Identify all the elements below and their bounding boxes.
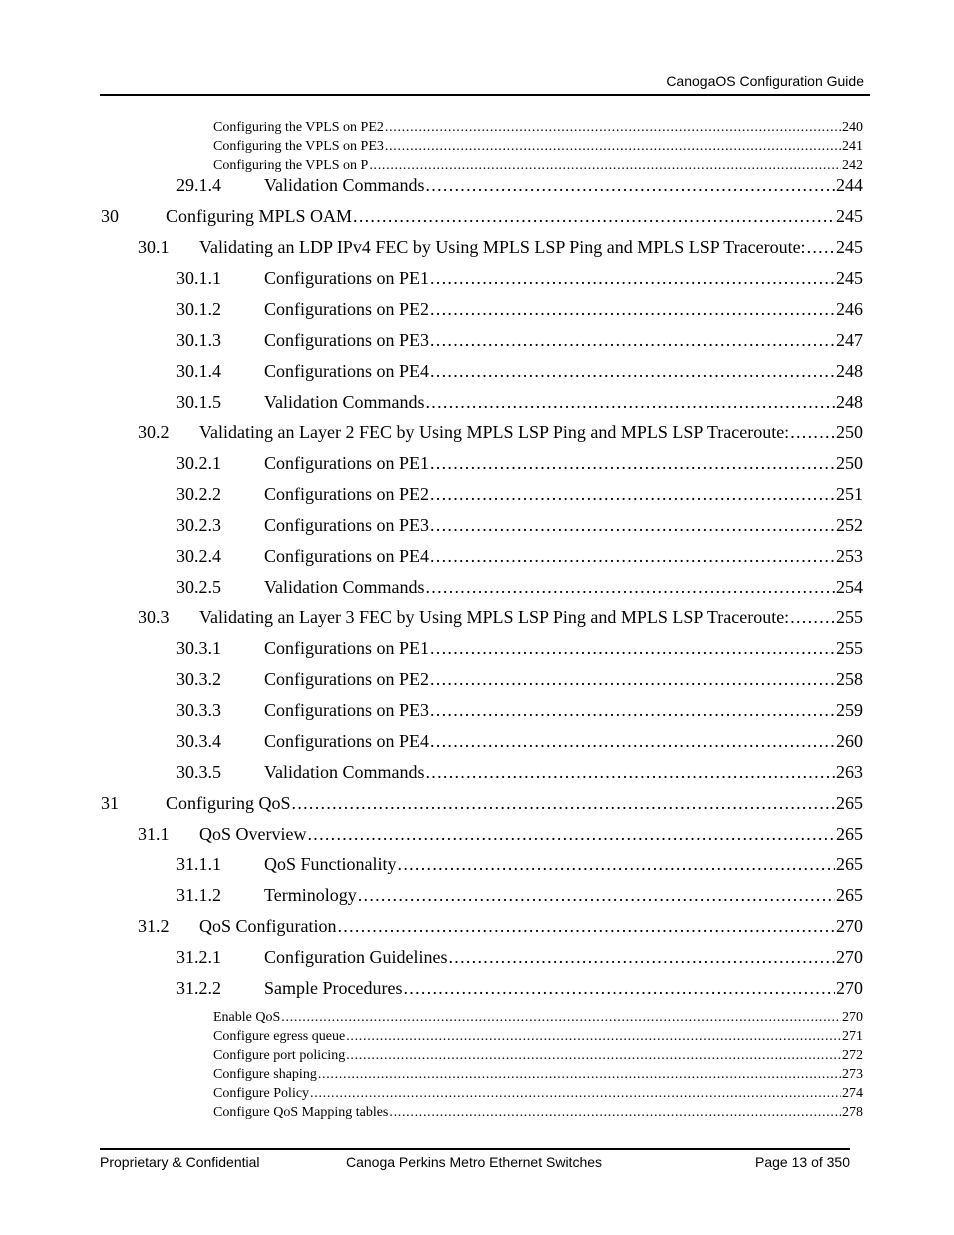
- toc-entry-number: 30.3: [138, 607, 170, 627]
- toc-dot-leader: [346, 1029, 841, 1045]
- toc-entry[interactable]: [176, 731, 863, 755]
- toc-dot-leader: [403, 978, 835, 999]
- toc-dot-leader: [430, 361, 835, 382]
- toc-entry[interactable]: [176, 638, 863, 662]
- toc-entry-number: 30.1.5: [176, 392, 221, 412]
- toc-entry[interactable]: [176, 947, 863, 971]
- toc-dot-leader: [292, 793, 835, 814]
- toc-entry[interactable]: [138, 237, 863, 261]
- toc-entry-number: 30.2.3: [176, 515, 221, 535]
- toc-dot-leader: [448, 947, 835, 968]
- toc-entry[interactable]: [176, 392, 863, 416]
- toc-entry-page: 270: [842, 1010, 863, 1025]
- toc-entry-page: 255: [836, 638, 863, 658]
- toc-dot-leader: [281, 1010, 841, 1026]
- toc-dot-leader: [430, 731, 835, 752]
- toc-entry-page: 241: [842, 139, 863, 154]
- toc-entry-page: 272: [842, 1048, 863, 1063]
- document-title: CanogaOS Configuration Guide: [666, 73, 864, 89]
- toc-entry[interactable]: [176, 175, 863, 199]
- toc-entry-page: 265: [836, 824, 863, 844]
- toc-entry-title: Validating an Layer 3 FEC by Using MPLS LSP Ping and MPLS LSP Traceroute:: [199, 607, 790, 627]
- toc-entry-title: Validation Commands: [264, 577, 425, 597]
- toc-entry-number: 31: [101, 793, 119, 813]
- toc-dot-leader: [430, 268, 835, 289]
- toc-entry-title: Configuring MPLS OAM: [166, 206, 353, 226]
- toc-dot-leader: [430, 546, 835, 567]
- toc-entry-number: 30: [101, 206, 119, 226]
- toc-entry-number: 29.1.4: [176, 175, 221, 195]
- toc-dot-leader: [426, 175, 836, 196]
- toc-entry-number: 30.2.2: [176, 484, 221, 504]
- toc-entry-page: 255: [836, 607, 863, 627]
- toc-entry-title: Configurations on PE4: [264, 731, 429, 751]
- toc-dot-leader: [353, 206, 835, 227]
- page-footer: [100, 1148, 850, 1170]
- toc-entry-page: 246: [836, 299, 863, 319]
- toc-entry-number: 30.2.1: [176, 453, 221, 473]
- toc-dot-leader: [807, 237, 835, 258]
- toc-entry[interactable]: [176, 268, 863, 292]
- toc-entry-page: 245: [836, 268, 863, 288]
- toc-entry[interactable]: [213, 1029, 863, 1047]
- toc-entry[interactable]: [176, 700, 863, 724]
- toc-entry-title: Configurations on PE3: [264, 700, 429, 720]
- toc-entry-page: 245: [836, 237, 863, 257]
- toc-entry-page: 240: [842, 120, 863, 135]
- toc-entry[interactable]: [138, 916, 863, 940]
- footer-confidentiality: Proprietary & Confidential: [100, 1154, 260, 1170]
- toc-entry-page: 250: [836, 422, 863, 442]
- toc-entry-number: 31.2.2: [176, 978, 221, 998]
- toc-entry-page: 252: [836, 515, 863, 535]
- toc-entry-title: QoS Overview: [199, 824, 307, 844]
- toc-entry-page: 254: [836, 577, 863, 597]
- toc-dot-leader: [430, 669, 835, 690]
- toc-entry-title: Validating an LDP IPv4 FEC by Using MPLS LSP Ping and MPLS LSP Traceroute:: [199, 237, 806, 257]
- toc-entry-page: 278: [842, 1105, 863, 1120]
- toc-entry[interactable]: [176, 299, 863, 323]
- toc-entry[interactable]: [176, 484, 863, 508]
- toc-entry-number: 30.1.2: [176, 299, 221, 319]
- toc-entry-page: 270: [836, 978, 863, 998]
- toc-entry-number: 30.3.4: [176, 731, 221, 751]
- page-header: [100, 72, 870, 96]
- toc-entry-title: Configurations on PE2: [264, 299, 429, 319]
- toc-entry-title: Configurations on PE2: [264, 669, 429, 689]
- toc-entry-title: Configure egress queue: [213, 1029, 346, 1044]
- toc-entry-title: Configuring QoS: [166, 793, 291, 813]
- toc-entry[interactable]: [138, 824, 863, 848]
- toc-entry-title: Validation Commands: [264, 762, 425, 782]
- toc-entry[interactable]: [138, 422, 863, 446]
- toc-entry-title: Configurations on PE2: [264, 484, 429, 504]
- toc-entry[interactable]: [176, 854, 863, 878]
- toc-entry-title: Configuration Guidelines: [264, 947, 448, 967]
- toc-entry-title: Validation Commands: [264, 392, 425, 412]
- toc-entry-page: 270: [836, 916, 863, 936]
- toc-entry[interactable]: [176, 669, 863, 693]
- toc-dot-leader: [310, 1086, 841, 1102]
- toc-entry-title: Validating an Layer 2 FEC by Using MPLS LSP Ping and MPLS LSP Traceroute:: [199, 422, 790, 442]
- toc-entry-title: Configure shaping: [213, 1067, 317, 1082]
- toc-dot-leader: [318, 1067, 841, 1083]
- toc-entry-number: 30.3.3: [176, 700, 221, 720]
- toc-entry-number: 30.1.3: [176, 330, 221, 350]
- toc-entry-page: 265: [836, 854, 863, 874]
- toc-entry-title: Configure QoS Mapping tables: [213, 1105, 389, 1120]
- toc-dot-leader: [426, 577, 836, 598]
- toc-entry-page: 251: [836, 484, 863, 504]
- toc-entry-page: 258: [836, 669, 863, 689]
- toc-dot-leader: [430, 484, 835, 505]
- toc-entry-title: Configurations on PE1: [264, 638, 429, 658]
- toc-entry[interactable]: [176, 453, 863, 477]
- toc-entry-number: 30.3.5: [176, 762, 221, 782]
- toc-entry[interactable]: [101, 793, 863, 817]
- toc-entry-page: 250: [836, 453, 863, 473]
- toc-entry-number: 30.2.4: [176, 546, 221, 566]
- toc-entry-number: 30.1.4: [176, 361, 221, 381]
- toc-dot-leader: [790, 422, 835, 443]
- toc-entry[interactable]: [213, 1067, 863, 1085]
- toc-entry-title: QoS Configuration: [199, 916, 337, 936]
- toc-entry[interactable]: [176, 515, 863, 539]
- toc-entry-number: 30.2: [138, 422, 170, 442]
- toc-entry-page: 248: [836, 361, 863, 381]
- toc-entry-page: 247: [836, 330, 863, 350]
- toc-dot-leader: [389, 1105, 841, 1121]
- toc-entry[interactable]: [176, 577, 863, 601]
- toc-entry[interactable]: [176, 885, 863, 909]
- toc-entry[interactable]: [213, 158, 863, 176]
- toc-dot-leader: [430, 299, 835, 320]
- toc-entry-page: 274: [842, 1086, 863, 1101]
- toc-dot-leader: [426, 392, 836, 413]
- toc-entry[interactable]: [176, 361, 863, 385]
- toc-entry-number: 30.1.1: [176, 268, 221, 288]
- toc-dot-leader: [430, 700, 835, 721]
- toc-entry-title: Configure port policing: [213, 1048, 346, 1063]
- toc-entry[interactable]: [101, 206, 863, 230]
- toc-entry-title: Configurations on PE4: [264, 546, 429, 566]
- toc-entry[interactable]: [176, 762, 863, 786]
- toc-dot-leader: [790, 607, 835, 628]
- toc-entry[interactable]: [138, 607, 863, 631]
- toc-entry-page: 245: [836, 206, 863, 226]
- toc-entry-title: Configuring the VPLS on P: [213, 158, 369, 173]
- toc-dot-leader: [307, 824, 835, 845]
- toc-entry-number: 31.1: [138, 824, 170, 844]
- toc-entry-title: Configurations on PE1: [264, 268, 429, 288]
- toc-dot-leader: [346, 1048, 841, 1064]
- toc-entry-page: 253: [836, 546, 863, 566]
- toc-entry-page: 248: [836, 392, 863, 412]
- toc-dot-leader: [430, 638, 835, 659]
- toc-entry[interactable]: [176, 978, 863, 1002]
- toc-entry-title: Configuring the VPLS on PE2: [213, 120, 384, 135]
- toc-dot-leader: [338, 916, 836, 937]
- toc-entry-page: 263: [836, 762, 863, 782]
- toc-entry-title: Configuring the VPLS on PE3: [213, 139, 384, 154]
- toc-entry-title: Configurations on PE4: [264, 361, 429, 381]
- toc-dot-leader: [426, 762, 836, 783]
- toc-entry-page: 259: [836, 700, 863, 720]
- toc-dot-leader: [385, 120, 841, 136]
- toc-entry-number: 31.1.2: [176, 885, 221, 905]
- toc-entry-page: 265: [836, 885, 863, 905]
- toc-entry[interactable]: [213, 120, 863, 138]
- toc-dot-leader: [430, 330, 835, 351]
- toc-entry-page: 260: [836, 731, 863, 751]
- toc-entry-number: 30.3.1: [176, 638, 221, 658]
- footer-page-number: Page 13 of 350: [755, 1154, 850, 1170]
- toc-entry-number: 31.2.1: [176, 947, 221, 967]
- toc-entry-number: 31.1.1: [176, 854, 221, 874]
- toc-entry[interactable]: [176, 546, 863, 570]
- toc-entry-page: 271: [842, 1029, 863, 1044]
- toc-entry-number: 30.2.5: [176, 577, 221, 597]
- toc-entry[interactable]: [213, 1105, 863, 1123]
- toc-entry-title: Configurations on PE3: [264, 330, 429, 350]
- toc-entry[interactable]: [213, 1048, 863, 1066]
- toc-entry-title: Terminology: [264, 885, 357, 905]
- toc-dot-leader: [430, 515, 835, 536]
- toc-dot-leader: [430, 453, 835, 474]
- toc-entry[interactable]: [213, 1086, 863, 1104]
- toc-entry-page: 242: [842, 158, 863, 173]
- toc-entry-number: 30.3.2: [176, 669, 221, 689]
- toc-entry-title: Configurations on PE3: [264, 515, 429, 535]
- toc-entry-title: QoS Functionality: [264, 854, 397, 874]
- toc-entry-page: 265: [836, 793, 863, 813]
- toc-entry-number: 30.1: [138, 237, 170, 257]
- toc-entry-number: 31.2: [138, 916, 170, 936]
- toc-entry-title: Validation Commands: [264, 175, 425, 195]
- toc-entry-title: Enable QoS: [213, 1010, 281, 1025]
- toc-dot-leader: [358, 885, 835, 906]
- toc-dot-leader: [398, 854, 835, 875]
- toc-entry[interactable]: [176, 330, 863, 354]
- toc-entry-title: Configurations on PE1: [264, 453, 429, 473]
- toc-entry-page: 270: [836, 947, 863, 967]
- toc-entry-title: Sample Procedures: [264, 978, 403, 998]
- toc-entry-page: 244: [836, 175, 863, 195]
- footer-product: Canoga Perkins Metro Ethernet Switches: [346, 1154, 603, 1170]
- toc-entry-title: Configure Policy: [213, 1086, 310, 1101]
- toc-dot-leader: [369, 158, 841, 174]
- toc-entry-page: 273: [842, 1067, 863, 1082]
- toc-entry[interactable]: [213, 139, 863, 157]
- toc-dot-leader: [385, 139, 841, 155]
- toc-entry[interactable]: [213, 1010, 863, 1028]
